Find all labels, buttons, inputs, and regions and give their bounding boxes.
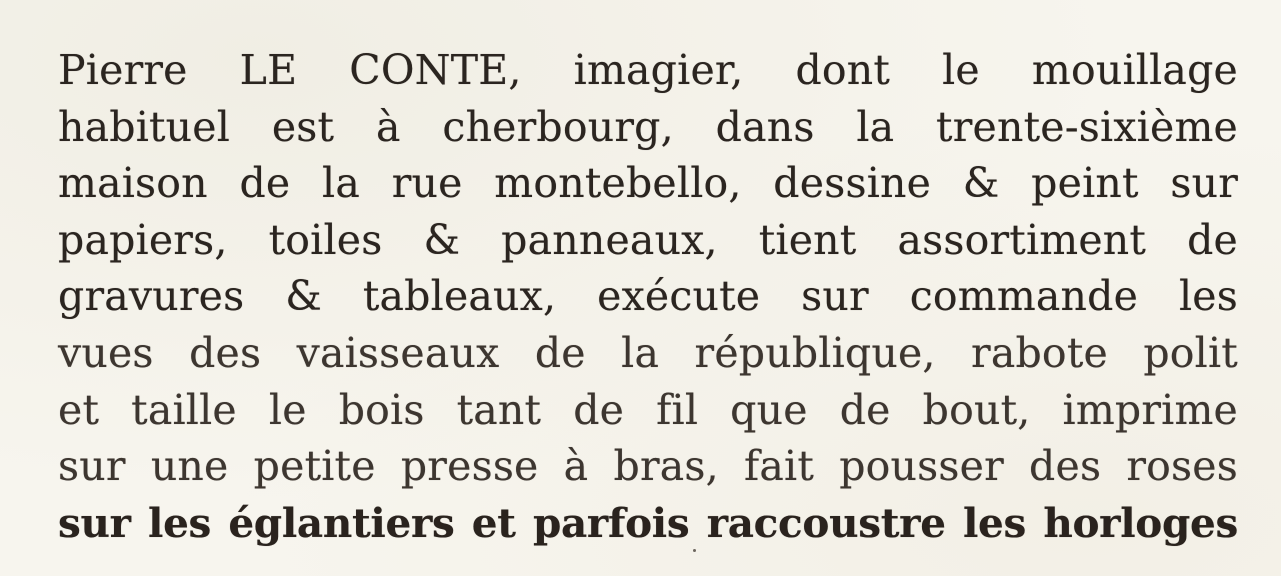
text-line-2: habituel est à cherbourg, dans la trente-sixième — [58, 102, 1238, 151]
text-line-9: sur les églantiers et parfois raccoustre les horloges — [58, 498, 1238, 547]
text-line-4: papiers, toiles & panneaux, tient assortiment de — [58, 215, 1238, 264]
text-line-6: vues des vaisseaux de la république, rabote polit — [58, 328, 1238, 377]
text-line-8: sur une petite presse à bras, fait pousser des roses — [58, 442, 1238, 491]
text-line-5: gravures & tableaux, exécute sur commande les — [58, 272, 1238, 321]
text-line-1: Pierre LE CONTE, imagier, dont le mouillage — [58, 46, 1238, 94]
printed-paragraph — [58, 42, 1238, 551]
ink-speck — [693, 549, 696, 552]
text-line-3: maison de la rue montebello, dessine & peint sur — [58, 159, 1238, 208]
text-line-7: et taille le bois tant de fil que de bout, imprime — [58, 385, 1238, 434]
